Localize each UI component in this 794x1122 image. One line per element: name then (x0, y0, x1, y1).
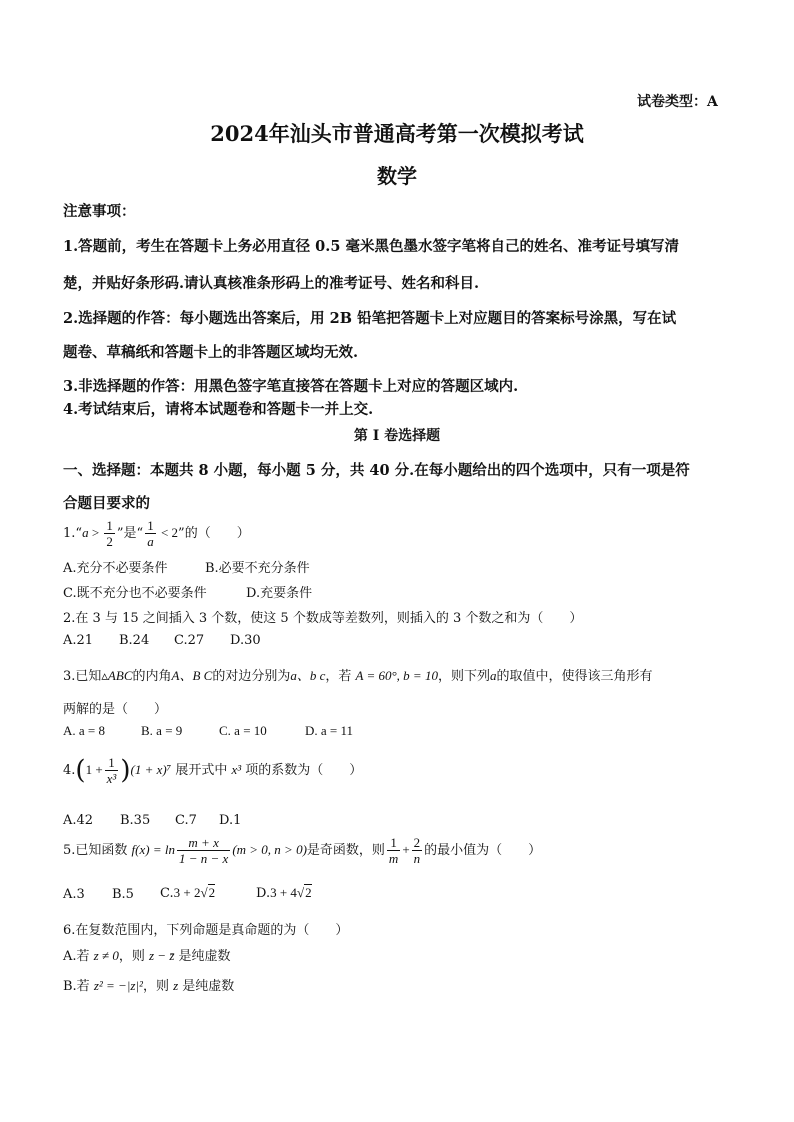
paper-type: 试卷类型：A (637, 94, 718, 110)
question-6-stem: 6.在复数范围内，下列命题是真命题的为（ ） (63, 923, 349, 938)
exam-title: 2024年汕头市普通高考第一次模拟考试 (210, 121, 584, 146)
section-title: 第 I 卷选择题 (353, 428, 441, 444)
subject-title: 数学 (377, 164, 417, 188)
q1-option-b: B.必要不充分条件 (205, 561, 310, 576)
q2-option-c: C.27 (174, 633, 205, 648)
q6-option-b: B.若 z² = −|z|²，则 z 是纯虚数 (63, 978, 235, 994)
q3-option-a: A. a = 8 (63, 723, 105, 738)
section-intro-line-1: 一、选择题：本题共 8 小题，每小题 5 分，共 40 分.在每小题给出的四个选项中，只有一项是符 (63, 462, 690, 479)
q1-option-d: D.充要条件 (246, 586, 313, 601)
notice-item-2-line-1: 2.选择题的作答：每小题选出答案后，用 2B 铅笔把答题卡上对应题目的答案标号涂黑，写在试 (63, 310, 677, 327)
notice-item-4: 4.考试结束后，请将本试题卷和答题卡一并上交. (63, 401, 374, 418)
q3-option-d: D. a = 11 (305, 723, 354, 738)
q4-option-c: C.7 (175, 813, 197, 828)
q5-option-a: A.3 (63, 887, 85, 902)
question-4-stem: 4.(1 + $\frac{1}{\text{x³}}$ )(1 + x)⁷ 展开式中 x³ 项的系数为（ ） (63, 755, 363, 786)
question-3-stem-line-1: 3.已知▵ABC的内角A、B C的对边分别为a、b c，若 A = 60°, b = 10，则下列a的取值中，使得该三角形有 (63, 668, 653, 684)
q6-option-a: A.若 z ≠ 0，则 z − z̄ 是纯虚数 (63, 948, 231, 964)
q2-option-b: B.24 (119, 633, 150, 648)
q2-option-d: D.30 (230, 633, 261, 648)
q5-option-b: B.5 (112, 887, 134, 902)
question-1-stem: 1.“a > $\frac{1}{2}$ ”是“ $\frac{1}{a}$ < 2”的（ ） (63, 518, 250, 549)
question-2-stem: 2.在 3 与 15 之间插入 3 个数，使这 5 个数成等差数列，则插入的 3 个数之和为（ ） (63, 611, 583, 626)
notice-item-1-line-1: 1.答题前，考生在答题卡上务必用直径 0.5 毫米黑色墨水签字笔将自己的姓名、准考证号填写清 (63, 238, 679, 255)
notice-heading: 注意事项： (63, 203, 136, 220)
notice-item-3: 3.非选择题的作答：用黑色签字笔直接答在答题卡上对应的答题区域内. (63, 378, 519, 395)
notice-item-2-line-2: 题卷、草稿纸和答题卡上的非答题区域均无效. (63, 344, 359, 361)
q4-option-a: A.42 (63, 813, 94, 828)
notice-item-1-line-2: 楚，并贴好条形码.请认真核准条形码上的准考证号、姓名和科目. (63, 275, 480, 292)
q3-option-b: B. a = 9 (141, 723, 183, 738)
q4-option-d: D.1 (219, 813, 242, 828)
q2-option-a: A.21 (63, 633, 94, 648)
section-intro-line-2: 合题目要求的 (63, 495, 150, 512)
question-3-stem-line-2: 两解的是（ ） (63, 702, 168, 717)
q3-option-c: C. a = 10 (219, 723, 267, 738)
question-5-stem: 5.已知函数 f(x) = ln $\frac{m + x}{1 - n - x}$ (m > 0, n > 0)是奇函数，则 $\frac{1}{m}$ + $\frac{2}{n}$ 的最小值为（ ） (63, 835, 542, 866)
q5-option-c: C.3 + 2√2 (160, 885, 216, 901)
q5-option-d: D.3 + 4√2 (256, 885, 312, 901)
q1-option-c: C.既不充分也不必要条件 (63, 586, 207, 601)
q4-option-b: B.35 (120, 813, 151, 828)
q1-option-a: A.充分不必要条件 (63, 561, 168, 576)
